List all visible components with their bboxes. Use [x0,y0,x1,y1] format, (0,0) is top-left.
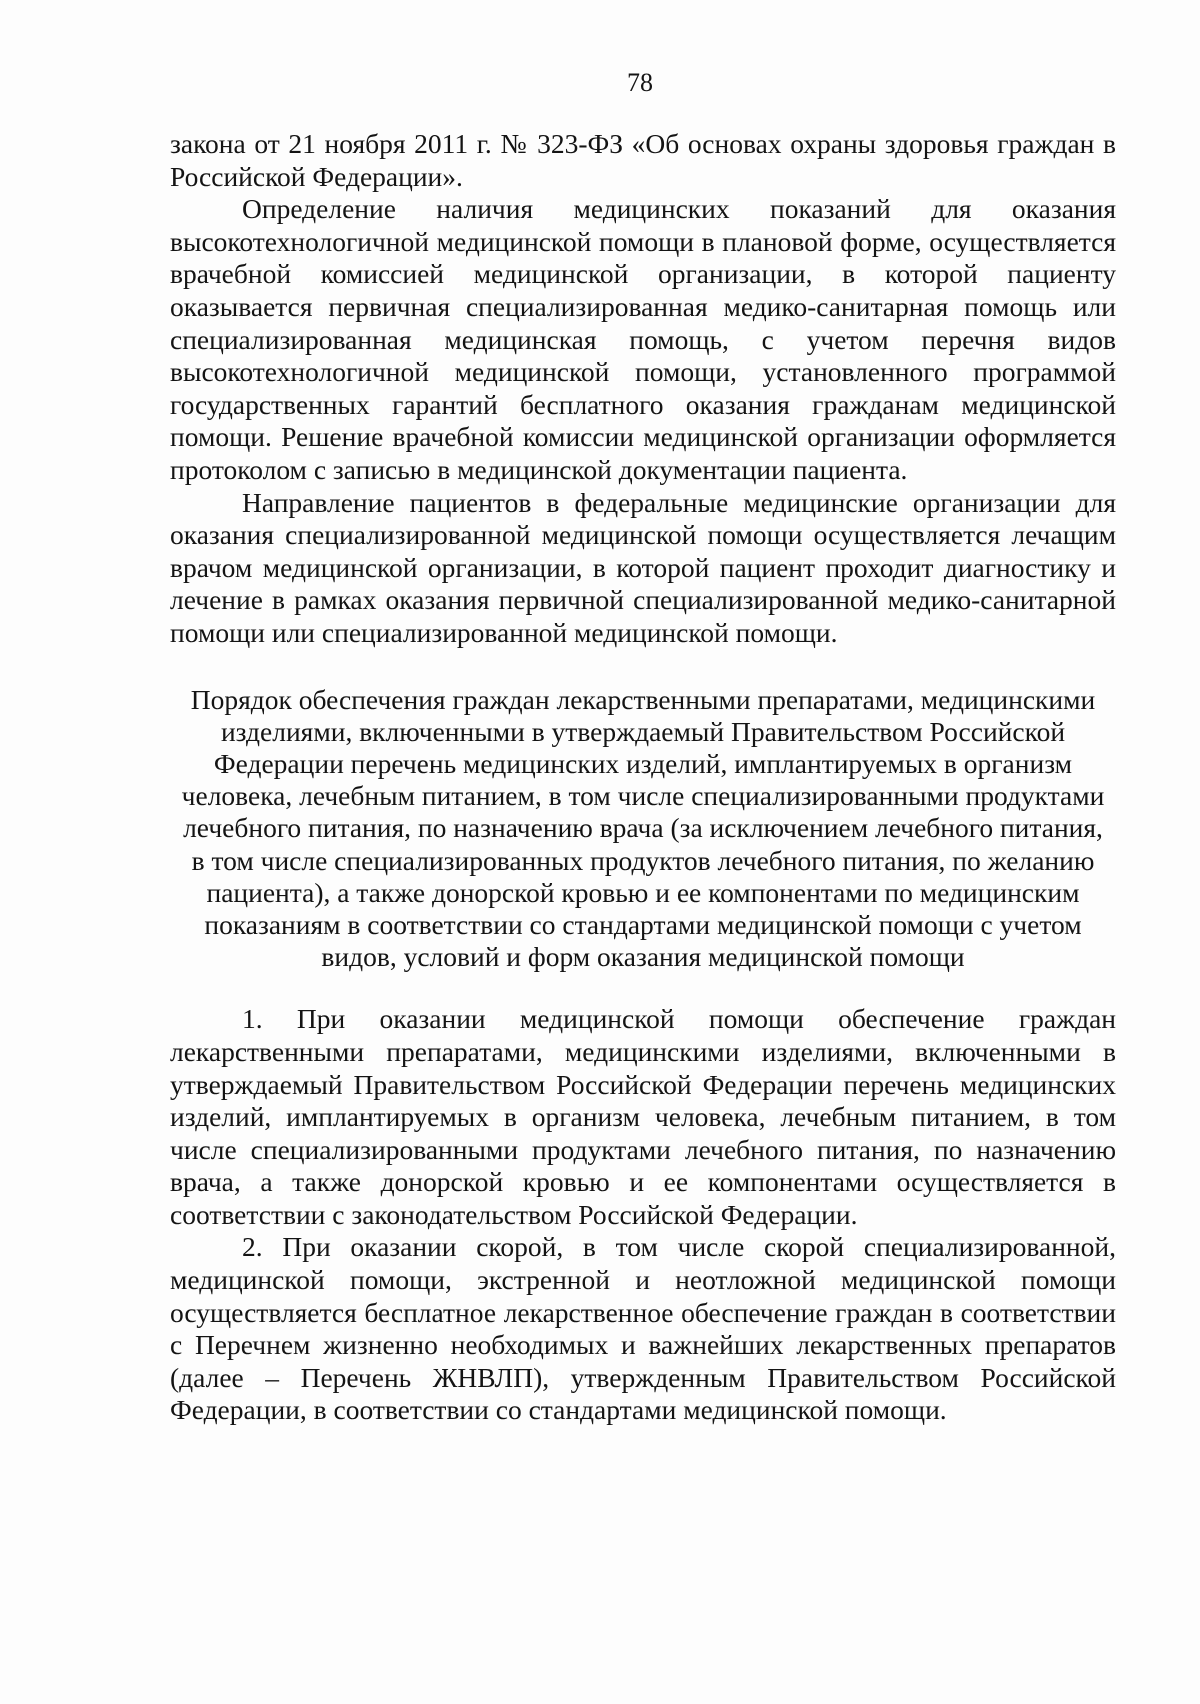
section-heading: Порядок обеспечения граждан лекарственными препаратами, медицинскими изделиями, включенными в утверждаемый Правительством Российской Федерации перечень медицинских изделий, имплантируемых в организм человека, лечебным питанием, в том числе специализированными продуктами лечебного питания, по назначению врача (за исключением лечебного питания, в том числе специализированных продуктов лечебного питания, по желанию пациента), а также донорской кровью и ее компонентами по медицинским показаниям в соответствии со стандартами медицинской помощи с учетом видов, условий и форм оказания медицинской помощи [181,683,1105,973]
document-body [170,128,1116,1427]
paragraph-patient-referral: Направление пациентов в федеральные медицинские организации для оказания специализированной медицинской помощи осуществляется лечащим врачом медицинской организации, в которой пациент проходит диагностику и лечение в рамках оказания первичной специализированной медико-санитарной помощи или специализированной медицинской помощи. [170,486,1116,648]
paragraph-item-2: 2. При оказании скорой, в том числе скорой специализированной, медицинской помощи, экстренной и неотложной медицинской помощи осуществляется бесплатное лекарственное обеспечение граждан в соответствии с Перечнем жизненно необходимых и важнейших лекарственных препаратов (далее – Перечень ЖНВЛП), утвержденным Правительством Российской Федерации, в соответствии со стандартами медицинской помощи. [170,1231,1116,1426]
paragraph-item-1: 1. При оказании медицинской помощи обеспечение граждан лекарственными препаратами, медицинскими изделиями, включенными в утверждаемый Правительством Российской Федерации перечень медицинских изделий, имплантируемых в организм человека, лечебным питанием, в том числе специализированными продуктами лечебного питания, по назначению врача, а также донорской кровью и ее компонентами осуществляется в соответствии с законодательством Российской Федерации. [170,1003,1116,1230]
paragraph-medical-indications: Определение наличия медицинских показаний для оказания высокотехнологичной медицинской помощи в плановой форме, осуществляется врачебной комиссией медицинской организации, в которой пациенту оказывается первичная специализированная медико-санитарная помощь или специализированная медицинская помощь, с учетом перечня видов высокотехнологичной медицинской помощи, установленного программой государственных гарантий бесплатного оказания гражданам медицинской помощи. Решение врачебной комиссии медицинской организации оформляется протоколом с записью в медицинской документации пациента. [170,193,1116,485]
page-number: 78 [627,68,653,97]
paragraph-law-reference: закона от 21 ноября 2011 г. № 323-ФЗ «Об основах охраны здоровья граждан в Российской Федерации». [170,128,1116,192]
